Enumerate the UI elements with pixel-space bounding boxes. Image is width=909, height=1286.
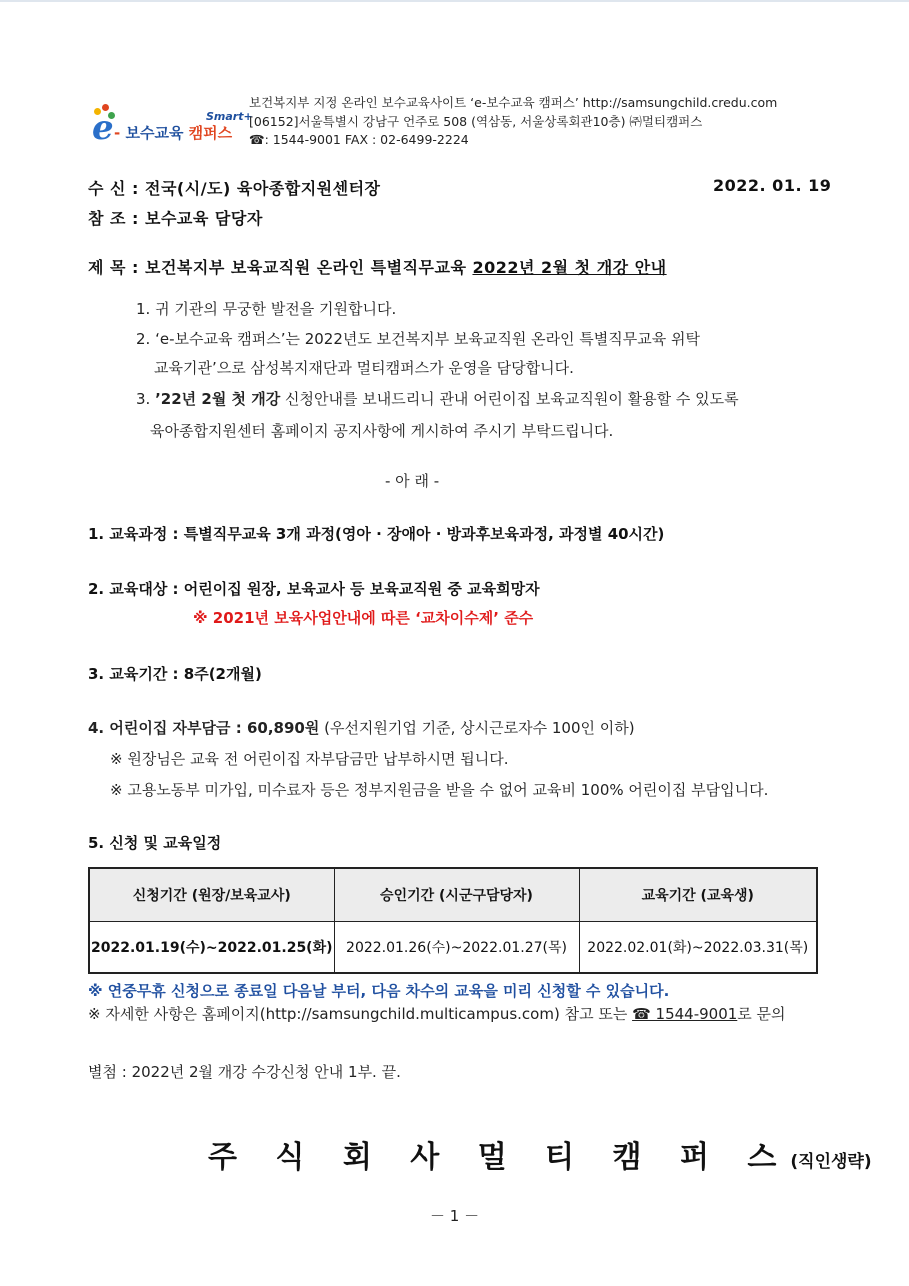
paragraph-3a: 3. ’22년 2월 첫 개강 신청안내를 보내드리니 관내 어린이집 보육교직원이 활용할 수 있도록 — [136, 390, 739, 408]
section-3-period: 3. 교육기간 : 8주(2개월) — [88, 665, 262, 683]
table-header-cell: 신청기간 (원장/보육교사) — [89, 868, 334, 922]
company-signature: 주 식 회 사 멀 티 캠 퍼 스(직인생략) — [208, 1140, 872, 1175]
document-date: 2022. 01. 19 — [713, 176, 832, 195]
table-header-cell: 교육기간 (교육생) — [579, 868, 817, 922]
e-campus-logo — [88, 104, 253, 150]
top-border — [0, 0, 909, 2]
paragraph-1: 1. 귀 기관의 무궁한 발전을 기원합니다. — [136, 300, 397, 318]
logo-smart-label: Smart+ — [206, 110, 253, 123]
schedule-table — [88, 867, 818, 974]
subject-line: 제 목 : 보건복지부 보육교직원 온라인 특별직무교육 2022년 2월 첫 개강 안내 — [88, 258, 667, 277]
table-cell-approve: 2022.01.26(수)~2022.01.27(목) — [334, 922, 579, 974]
table-header-cell: 승인기간 (시군구담당자) — [334, 868, 579, 922]
table-cell-education: 2022.02.01(화)~2022.03.31(목) — [579, 922, 817, 974]
table-cell-apply: 2022.01.19(수)~2022.01.25(화) — [89, 922, 334, 974]
paragraph-2b: 교육기관’으로 삼성복지재단과 멀티캠퍼스가 운영을 담당합니다. — [154, 359, 574, 377]
seal-note: (직인생략) — [790, 1152, 872, 1172]
section-4-fee: 4. 어린이집 자부담금 : 60,890원 (우선지원기업 기준, 상시근로자수 100인 이하) — [88, 719, 635, 737]
table-row — [89, 922, 817, 974]
recipient-line: 수 신 : 전국(시/도) 육아종합지원센터장 — [88, 179, 381, 198]
section-2-target: 2. 교육대상 : 어린이집 원장, 보육교사 등 보육교직원 중 교육희망자 — [88, 580, 540, 598]
reference-line: 참 조 : 보수교육 담당자 — [88, 209, 263, 228]
header-line-contact: ☎: 1544-9001 FAX : 02-6499-2224 — [249, 132, 469, 147]
section-4-note-2: ※ 고용노동부 미가입, 미수료자 등은 정부지원금을 받을 수 없어 교육비 100% 어린이집 부담입니다. — [110, 781, 769, 799]
logo-e-letter: e — [92, 108, 114, 148]
section-1-course: 1. 교육과정 : 특별직무교육 3개 과정(영아 · 장애아 · 방과후보육과정, 과정별 40시간) — [88, 525, 665, 543]
section-4-note-1: ※ 원장님은 교육 전 어린이집 자부담금만 납부하시면 됩니다. — [110, 750, 509, 768]
logo-text: - 보수교육 캠퍼스 — [114, 124, 233, 142]
attachment-line: 별첨 : 2022년 2월 개강 수강신청 안내 1부. 끝. — [88, 1063, 401, 1081]
paragraph-3b: 육아종합지원센터 홈페이지 공지사항에 게시하여 주시기 부탁드립니다. — [150, 422, 614, 440]
note-year-round: ※ 연중무휴 신청으로 종료일 다음날 부터, 다음 차수의 교육을 미리 신청할 수 있습니다. — [88, 982, 670, 1000]
header-line-site: 보건복지부 지정 온라인 보수교육사이트 ‘e-보수교육 캠퍼스’ http://samsungchild.credu.com — [249, 95, 778, 110]
note-inquiry: ※ 자세한 사항은 홈페이지(http://samsungchild.multicampus.com) 참고 또는 ☎ 1544-9001로 문의 — [88, 1005, 786, 1023]
header-line-address: [06152]서울특별시 강남구 언주로 508 (역삼동, 서울상록회관10층) ㈜멀티캠퍼스 — [249, 114, 703, 129]
page-number: － 1 － — [430, 1207, 480, 1225]
below-label: - 아 래 - — [385, 472, 440, 490]
paragraph-2a: 2. ‘e-보수교육 캠퍼스’는 2022년도 보건복지부 보육교직원 온라인 특별직무교육 위탁 — [136, 330, 701, 348]
section-5-schedule: 5. 신청 및 교육일정 — [88, 834, 222, 852]
table-header-row — [89, 868, 817, 922]
section-2-note: ※ 2021년 보육사업안내에 따른 ‘교차이수제’ 준수 — [193, 609, 534, 627]
phone-link[interactable]: ☎ 1544-9001 — [632, 1005, 738, 1023]
subject-underlined: 2022년 2월 첫 개강 안내 — [472, 258, 667, 277]
